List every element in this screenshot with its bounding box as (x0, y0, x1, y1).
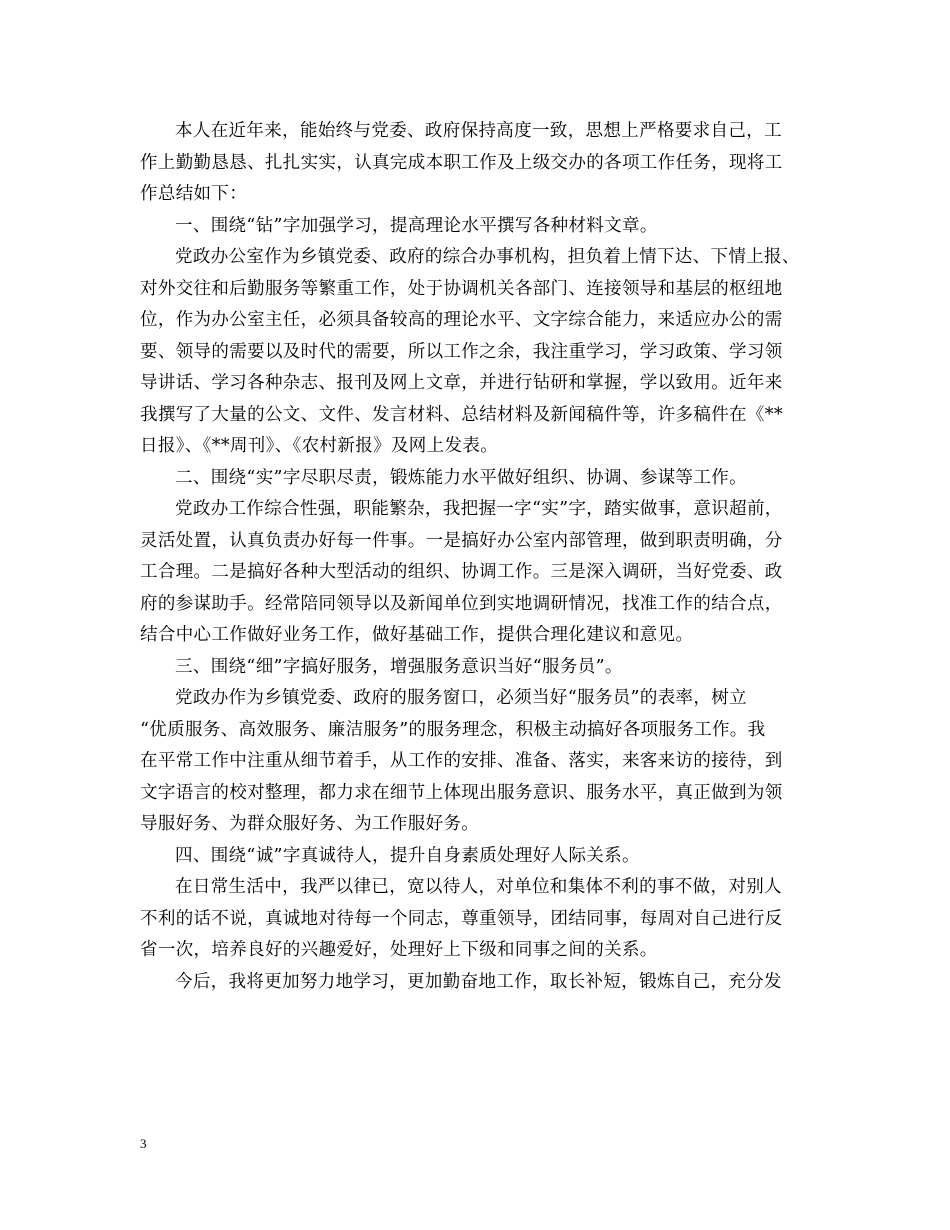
section-body-2 (140, 494, 820, 652)
heading-line: 四、围绕“诚”字真诚待人，提升自身素质处理好人际关系。 (175, 845, 640, 866)
heading-line: 一、围绕“钻”字加强学习，提高理论水平撰写各种材料文章。 (175, 215, 658, 236)
closing-paragraph (140, 967, 820, 999)
text-line: 作上勤勤恳恳、扎扎实实，认真完成本职工作及上级交办的各项工作任务，现将工 (140, 152, 783, 173)
text-line: 府的参谋助手。经常陪同领导以及新闻单位到实地调研情况，找准工作的结合点， (140, 593, 783, 614)
page-number: 3 (140, 1136, 147, 1151)
text-line: 导服好务、为群众服好务、为工作服好务。 (140, 814, 480, 834)
section-body-3 (140, 683, 820, 841)
text-line: 党政办作为乡镇党委、政府的服务窗口，必须当好“服务员”的表率，树立 (175, 688, 747, 708)
document-body (140, 116, 820, 998)
text-line: 工合理。二是搞好各种大型活动的组织、协调工作。三是深入调研，当好党委、政 (140, 562, 783, 582)
text-line: 今后，我将更加努力地学习，更加勤奋地工作，取长补短，锻炼自己，充分发 (175, 971, 782, 992)
section-heading-2 (140, 463, 820, 495)
section-heading-1 (140, 211, 820, 243)
section-body-4 (140, 872, 820, 967)
text-line: 我撰写了大量的公文、文件、发言材料、总结材料及新闻稿件等，许多稿件在《** (140, 404, 783, 425)
text-line: 要、领导的需要以及时代的需要，所以工作之余，我注重学习，学习政策、学习领 (140, 341, 783, 362)
text-line: 作总结如下： (140, 184, 248, 204)
text-line: 在日常生活中，我严以律已，宽以待人，对单位和集体不利的事不做，对别人 (175, 877, 782, 897)
section-heading-3 (140, 652, 820, 684)
heading-line: 三、围绕“细”字搞好服务，增强服务意识当好“服务员”。 (175, 656, 623, 677)
text-line: 省一次，培养良好的兴趣爱好，处理好上下级和同事之间的关系。 (140, 940, 658, 960)
text-line: 党政办公室作为乡镇党委、政府的综合办事机构，担负着上情下达、下情上报、 (175, 247, 800, 267)
text-line: 对外交往和后勤服务等繁重工作，处于协调机关各部门、连接领导和基层的枢纽地 (140, 278, 783, 299)
section-body-1 (140, 242, 820, 463)
text-line: “优质服务、高效服务、廉洁服务”的服务理念，积极主动搞好各项服务工作。我 (140, 719, 766, 740)
text-line: 灵活处置，认真负责办好每一件事。一是搞好办公室内部管理，做到职责明确，分 (140, 530, 783, 551)
text-line: 党政办工作综合性强，职能繁杂，我把握一字“实”字，踏实做事，意识超前， (175, 499, 783, 519)
text-line: 日报》、《**周刊》、《农村新报》及网上发表。 (140, 436, 499, 456)
text-line: 导讲话、学习各种杂志、报刊及网上文章，并进行钻研和掌握，学以致用。近年来 (140, 373, 783, 393)
text-line: 位，作为办公室主任，必须具备较高的理论水平、文字综合能力，来适应办公的需 (140, 310, 783, 330)
text-line: 在平常工作中注重从细节着手，从工作的安排、准备、落实，来客来访的接待，到 (140, 751, 783, 771)
text-line: 不利的话不说，真诚地对待每一个同志，尊重领导，团结同事，每周对自己进行反 (140, 908, 783, 929)
text-line: 文字语言的校对整理，都力求在细节上体现出服务意识、服务水平，真正做到为领 (140, 782, 783, 803)
text-line: 结合中心工作做好业务工作，做好基础工作，提供合理化建议和意见。 (140, 625, 694, 645)
heading-line: 二、围绕“实”字尽职尽责，锻炼能力水平做好组织、协调、参谋等工作。 (175, 467, 747, 488)
text-line: 本人在近年来，能始终与党委、政府保持高度一致，思想上严格要求自己，工 (175, 121, 782, 141)
intro-paragraph (140, 116, 820, 211)
section-heading-4 (140, 841, 820, 873)
